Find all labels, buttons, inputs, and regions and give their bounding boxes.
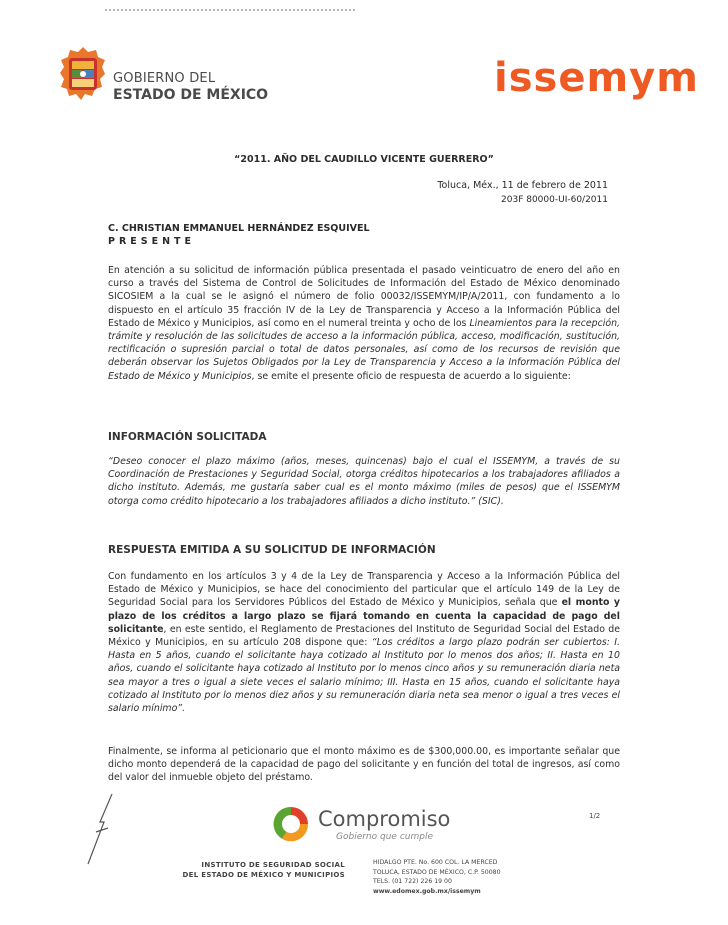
signature-mark: [78, 792, 118, 872]
compromiso-tagline: Gobierno que cumple: [336, 832, 433, 842]
response-text-continued: , en este sentido, el Reglamento de Prestaciones del Instituto de Seguridad Social del Estado de México y Municipios, en su artículo 208 dispone que:: [108, 623, 620, 649]
compromiso-logo-icon: [270, 803, 312, 845]
institute-line2: DEL ESTADO DE MÉXICO Y MUNICIPIOS: [182, 871, 345, 879]
government-line2: ESTADO DE MÉXICO: [113, 87, 269, 103]
institute-line1: INSTITUTO DE SEGURIDAD SOCIAL: [201, 861, 345, 869]
response-text: Con fundamento en los artículos 3 y 4 de la Ley de Transparencia y Acceso a la Información Pública del Estado de México y Municipios, se hace del conocimiento del particular que el artículo 149 de la Ley de Seguridad Social para los Servidores Públicos del Estado de México y Municipios, señala que: [108, 571, 620, 609]
compromiso-wordmark: Compromiso: [318, 807, 451, 831]
scan-artifact: [105, 9, 355, 15]
addressee-name: C. CHRISTIAN EMMANUEL HERNÁNDEZ ESQUIVEL: [108, 223, 370, 234]
addressee-block: [108, 222, 370, 248]
year-motto: “2011. AÑO DEL CAUDILLO VICENTE GUERRERO”: [234, 154, 494, 165]
government-label: [113, 71, 268, 103]
regulation-quote: “Los créditos a largo plazo podrán ser cubiertos: I. Hasta en 5 años, cuando el solicitante haya cotizado al Instituto por lo menos dos años; II. Hasta en 10 años, cuando el solicitante haya cotizado al Instituto por lo menos cinco años y su remuneración diaria neta sea mayor a tres o igual a siete veces el salario mínimo; III. Hasta en 15 años, cuando el solicitante haya cotizado al Instituto por lo menos diez años y su remuneración diaria neta sea menor o igual a tres veces el salario mínimo”.: [108, 637, 621, 715]
final-paragraph: Finalmente, se informa al peticionario que el monto máximo es de $300,000.00, es importante señalar que dicho monto dependerá de la capacidad de pago del solicitante y en función del total de ingresos, así como del valor del inmueble objeto del préstamo.: [108, 746, 620, 784]
government-line1: GOBIERNO DEL: [113, 71, 216, 86]
intro-guidelines-title: Lineamientos para la recepción, trámite y resolución de las solicitudes de acceso a la información pública, acceso, modificación, sustitución, rectificación o supresión parcial o total de datos personales, así como de los recursos de revisión que deberán observar los Sujetos Obligados por la Ley de Transparencia y Acceso a la Información Pública del Estado de México y Municipios: [108, 317, 620, 382]
institute-name: [173, 860, 345, 880]
request-quote-text: “Deseo conocer el plazo máximo (años, meses, quincenas) bajo el cual el ISSEMYM, a través de su Coordinación de Prestaciones y Seguridad Social, otorga créditos hipotecarios a los trabajadores afiliados a dicho instituto. Además, me gustaría saber cual es el monto máximo (miles de pesos) que el ISSEMYM otorga como crédito hipotecario a los trabajadores afiliados a dicho instituto.” (SIC).: [108, 456, 620, 507]
intro-text: En atención a su solicitud de información pública presentada el pasado veinticuatro de enero del año en curso a través del Sistema de Control de Solicitudes de Información del Estado de México denominado SICOSIEM a la cual se le asignó el número de folio 00032/ISSEMYM/IP/A/2011, con fundamento a lo dispuesto en el artículo 35 fracción IV de la Ley de Transparencia y Acceso a la Información Pública del Estado de México y Municipios, así como en el numeral treinta y ocho de los: [108, 265, 620, 329]
intro-paragraph: [108, 264, 620, 383]
reference-number: 203F 80000-UI-60/2011: [501, 195, 608, 205]
issemym-logo: issemym: [494, 55, 699, 101]
place-date: Toluca, Méx., 11 de febrero de 2011: [437, 180, 608, 191]
addressee-present: PRESENTE: [108, 236, 196, 247]
state-seal-icon: [60, 46, 106, 102]
requested-info-quote: [108, 455, 620, 508]
institute-address: [373, 858, 501, 896]
response-emphasis: el monto y plazo de los créditos a largo plazo se fijará tomando en cuenta la capacidad de pago del solicitante: [108, 597, 620, 635]
section-heading-response: RESPUESTA EMITIDA A SU SOLICITUD DE INFORMACIÓN: [108, 544, 436, 556]
page-number: 1/2: [589, 812, 601, 820]
address-line2: TOLUCA, ESTADO DE MÉXICO, C.P. 50080: [373, 868, 501, 876]
website-link[interactable]: www.edomex.gob.mx/issemym: [373, 887, 481, 895]
section-heading-requested: INFORMACIÓN SOLICITADA: [108, 431, 267, 443]
response-paragraph: [108, 570, 620, 715]
address-line1: HIDALGO PTE. No. 600 COL. LA MERCED: [373, 859, 498, 866]
phone-line: TELS. (01 722) 226 19 00: [373, 878, 452, 885]
intro-text-end: , se emite el presente oficio de respuesta de acuerdo a lo siguiente:: [251, 370, 571, 382]
